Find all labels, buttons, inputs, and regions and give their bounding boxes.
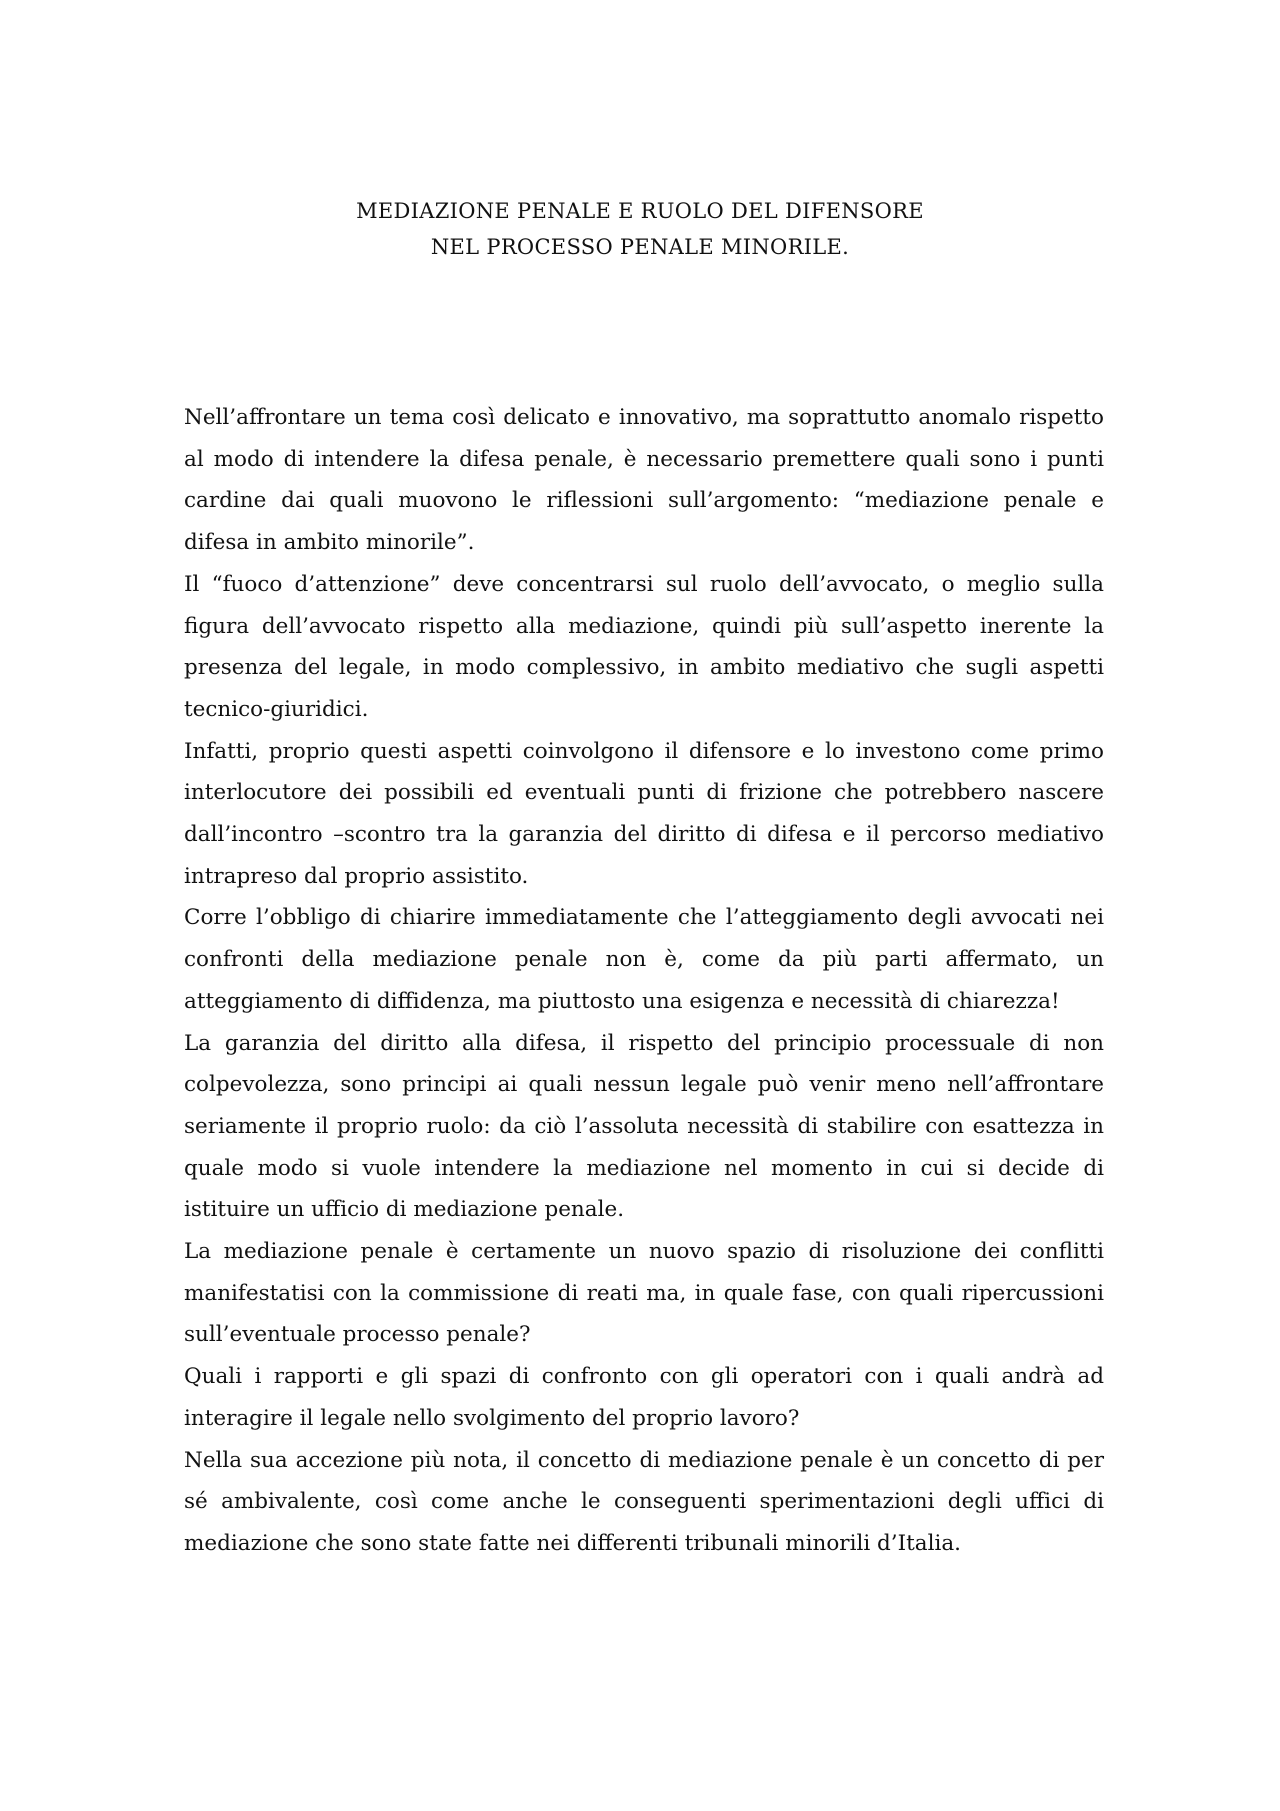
paragraph-6: La mediazione penale è certamente un nuovo spazio di risoluzione dei conflitti manifestatisi con la commissione di reati ma, in quale fase, con quali ripercussioni sull’eventuale processo penale? (184, 1239, 1104, 1348)
paragraph-8: Nella sua accezione più nota, il concetto di mediazione penale è un concetto di per sé ambivalente, così come anche le conseguenti sperimentazioni degli uffici di mediazione che sono state fatte nei differenti tribunali minorili d’Italia. (184, 1447, 1104, 1556)
title-line-2: NEL PROCESSO PENALE MINORILE. (430, 235, 850, 259)
title-line-1: MEDIAZIONE PENALE E RUOLO DEL DIFENSORE (356, 199, 924, 223)
paragraph-1: Nell’affrontare un tema così delicato e innovativo, ma soprattutto anomalo rispetto al modo di intendere la difesa penale, è necessario premettere quali sono i punti cardine dai quali muovono le riflessioni sull’argomento: “mediazione penale e difesa in ambito minorile”. (184, 405, 1104, 556)
paragraph-4: Corre l’obbligo di chiarire immediatamente che l’atteggiamento degli avvocati nei confronti della mediazione penale non è, come da più parti affermato, un atteggiamento di diffidenza, ma piuttosto una esigenza e necessità di chiarezza! (184, 905, 1104, 1014)
paragraph-2: Il “fuoco d’attenzione” deve concentrarsi sul ruolo dell’avvocato, o meglio sulla figura dell’avvocato rispetto alla mediazione, quindi più sull’aspetto inerente la presenza del legale, in modo complessivo, in ambito mediativo che sugli aspetti tecnico-giuridici. (184, 571, 1104, 722)
document-title (0, 193, 1280, 265)
paragraph-5: La garanzia del diritto alla difesa, il rispetto del principio processuale di non colpevolezza, sono principi ai quali nessun legale può venir meno nell’affrontare seriamente il proprio ruolo: da ciò l’assoluta necessità di stabilire con esattezza in quale modo si vuole intendere la mediazione nel momento in cui si decide di istituire un ufficio di mediazione penale. (184, 1030, 1104, 1223)
document-body (184, 397, 1104, 1565)
paragraph-3: Infatti, proprio questi aspetti coinvolgono il difensore e lo investono come primo interlocutore dei possibili ed eventuali punti di frizione che potrebbero nascere dall’incontro –scontro tra la garanzia del diritto di difesa e il percorso mediativo intrapreso dal proprio assistito. (184, 738, 1104, 889)
paragraph-7: Quali i rapporti e gli spazi di confronto con gli operatori con i quali andrà ad interagire il legale nello svolgimento del proprio lavoro? (184, 1364, 1104, 1431)
